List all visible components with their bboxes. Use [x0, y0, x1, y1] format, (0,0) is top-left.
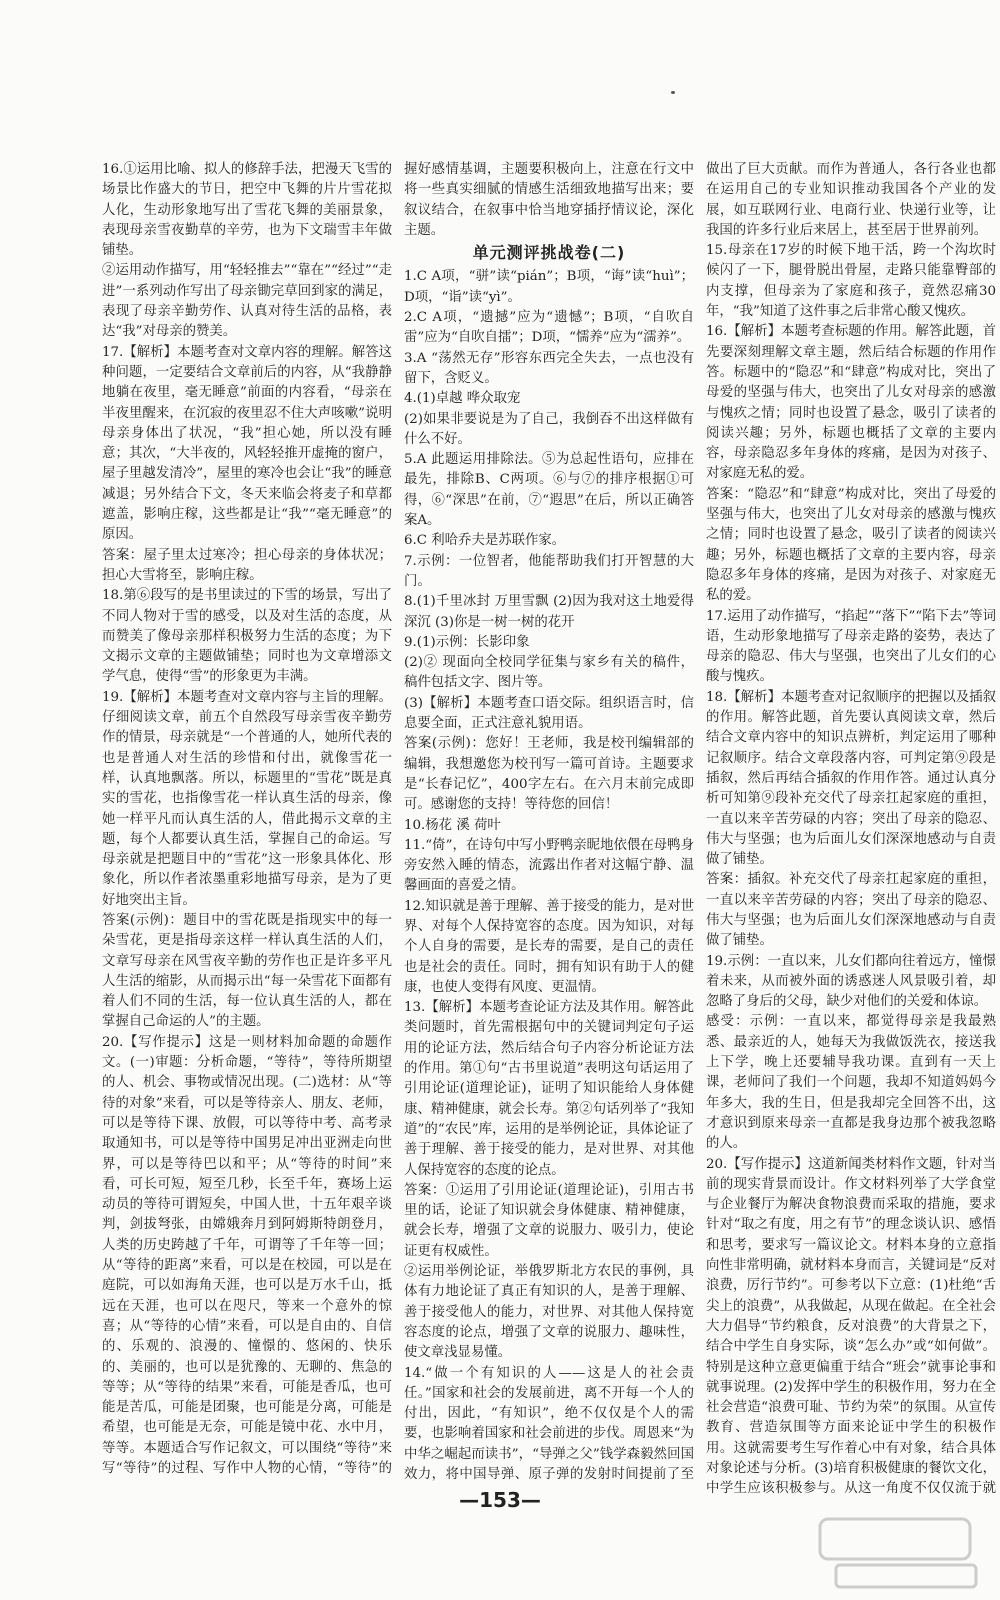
answer-column-middle — [404, 160, 694, 1485]
answer-paragraph: 答案：①运用了引用论证(道理论证)，引用古书里的话，论证了知识就会身体健康、精神健康，就会长寿，增强了文章的说服力、吸引力，使论证更有权威性。 — [404, 1182, 694, 1259]
answer-paragraph: 10.杨花 溪 荷叶 — [404, 817, 501, 833]
answer-paragraph: 18.第⑥段写的是书里读过的下雪的场景，写出了不同人物对于雪的感受，以及对生活的态度，从而赞美了像母亲那样积极努力生活的态度；为下文揭示文章的主题做铺垫；同时也为文章增添文学气息，使得“雪”的形象更为丰满。 — [102, 588, 392, 685]
answer-paragraph: 答案(示例)：题目中的雪花既是指现实中的每一朵雪花，更是指母亲这样一样认真生活的人们，文章写母亲在风雪夜辛勤的劳作也正是许多平凡人生活的缩影，从而揭示出“每一朵雪花下面都有着人们不同的生活，每一位认真生活的人，都在掌握自己命运的人”的主题。 — [102, 912, 392, 1030]
answer-paragraph: 20.【写作提示】这是一则材料加命题的命题作文。(一)审题：分析命题，“等待”，等待所期望的人、机会、事物或情况出现。(二)选材：从“等待的对象”来看，可以是等待亲人、朋友、老师，可以是等待下课、放假，可以等待中考、高考录取通知书，可以是等待中国男足冲出亚洲走向世界，可以是等待巴以和平；从“等待的时间”来看，可长可短，短至几秒，长至千年，赛场上运动员的等待可谓短矣，中国人世，十五年艰辛谈判，剑拔弩张，由嫦娥奔月到阿姆斯特朗登月，人类的历史跨越了千年，可谓等了千年等一回；从“等待的距离”来看，可以是在校园，可以是在庭院，可以如海角天涯，也可以是万水千山，抵远在天涯，也可以在咫尺，等来一个意外的惊喜；从“等待的心情”来看，可以是自由的、自信的、乐观的、浪漫的、憧憬的、悠闲的、快乐的、美丽的，也可以是犹豫的、无聊的、焦急的等等；从“等待的结果”来看，可能是香瓜，也可能是苦瓜，可能是团聚，也可能是分离，可能是希望，也可能是无奈，可能是镜中花、水中月，等等。本题适合写作记叙文，可以围绕“等待”来写“等待”的过程、写作中人物的心情，“等待”的 — [102, 1034, 392, 1476]
answer-paragraph: (3)【解析】本题考查口语交际。组织语言时，信息要全面，正式注意礼貌用语。 — [404, 695, 694, 732]
answer-paragraph: 17.【解析】本题考查对文章内容的理解。解答这种问题，一定要结合文章前后的内容，从“我静静地躺在夜里，毫无睡意”前面的内容看，“母亲在半夜里醒来，在沉寂的夜里忍不住大声咳嗽”说明母亲身体出了状况，“我”担心她，所以没有睡意；其次，“大半夜的，风轻轻推开虚掩的窗户，屋子里越发清冷”，屋里的寒冷也会让“我”的睡意减退；另外结合下文，冬天来临会将麦子和草都遮盖，影响庄稼，这些都是让“我”“毫无睡意”的原因。 — [102, 344, 392, 543]
section-title: 单元测评挑战卷(二) — [472, 243, 626, 263]
page-number: —153— — [459, 1488, 541, 1512]
answer-paragraph: 答案(示例)：您好！王老师，我是校刊编辑部的编辑，我想邀您为校刊写一篇可首诗。主题要求是“长春记忆”，400字左右。在六月末前完成即可。感谢您的支持！等待您的回信！ — [404, 736, 694, 813]
answer-paragraph: 4.(1)卓越 哗众取宠 — [404, 391, 521, 407]
answer-paragraph: 感受：示例：一直以来，都觉得母亲是我最熟悉、最亲近的人，她每天为我做饭洗衣，接送我上下学，晚上还要辅导我功课。直到有一天上课，老师问了我们一个问题，我却不知道妈妈今年多大，我的生日，但是我却完全回答不出，这才意识到原来母亲一直都是我身边那个被我忽略的人。 — [706, 1014, 996, 1152]
answer-paragraph: 7.示例：一位智者，他能帮助我们打开智慧的大门。 — [404, 553, 694, 589]
answer-paragraph: 握好感情基调，主题要积极向上，注意在行文中将一些真实细腻的情感生活细致地描写出来；要叙议结合，在叙事中恰当地穿插抒情议论，深化主题。 — [404, 162, 694, 238]
continued-text-block — [404, 160, 694, 241]
answer-paragraph: 9.(1)示例：长影印象 — [404, 634, 530, 650]
answer-column-right — [706, 160, 996, 1500]
watermark-logo-icon — [816, 1515, 986, 1595]
answer-paragraph: 16.【解析】本题考查标题的作用。解答此题，首先要深刻理解文章主题，然后结合标题的作用作答。标题中的“隐忍”和“肆意”构成对比，突出了母爱的坚强与伟大，也突出了儿女对母亲的感激与愧疚之情；同时也设置了悬念，吸引了读者的阅读兴趣；另外，标题也概括了文章的主要内容，母亲隐忍多年身体的疼痛，是因为对孩子、对家庭无私的爱。 — [706, 324, 996, 482]
answer-paragraph: 答案：屋子里太过寒冷；担心母亲的身体状况；担心大雪将至，影响庄稼。 — [102, 547, 392, 583]
answer-paragraph: ②运用举例论证，举俄罗斯北方农民的事例，具体有力地论证了真正有知识的人，是善于理解、善于接受他人的能力，对世界、对其他人保持宽容态度的论点，增强了文章的说服力、趣味性，使文章浅显易懂。 — [404, 1264, 694, 1361]
answer-paragraph: 2.C A项，“遗撼”应为“遗憾”；B项，“自吹自雷”应为“自吹自擂”；D项，“懦养”应为“濡养”。 — [404, 310, 694, 346]
answer-paragraph: 19.示例：一直以来，儿女们都向往着远方，憧憬着未来，从而被外面的诱惑迷人风景吸引着，却忽略了身后的父母，缺少对他们的关爱和体谅。 — [706, 953, 996, 1010]
answer-paragraph: (2)如果非要说是为了自己，我倒吞不出这样做有什么不好。 — [404, 411, 694, 447]
answer-paragraph: 8.(1)千里冰封 万里雪飘 (2)因为我对这土地爱得深沉 (3)你是一树一树的花开 — [404, 594, 694, 630]
answer-column-left — [102, 160, 392, 1480]
answer-paragraph: 16.①运用比喻、拟人的修辞手法，把漫天飞雪的场景比作盛大的节日，把空中飞舞的片片雪花拟人化，生动形象地写出了雪花飞舞的美丽景象，表现母亲雪夜勤草的辛劳，也为下文瑞雪丰年做铺垫。 — [102, 162, 392, 259]
answer-paragraph: 13.【解析】本题考查论证方法及其作用。解答此类问题时，首先需根据句中的关键词判定句子运用的论证方法，然后结合句子内容分析论证方法的作用。第①句“古书里说道”表明这句话运用了引用论证(道理论证)，证明了知识能给人身体健康、精神健康，就会长寿。第②句话列举了“我知道”的“农民”库，运用的是举例论证，具体论证了善于理解、善于接受的能力，是对世界、对其他人保持宽容的态度的论点。 — [404, 1000, 694, 1178]
answer-paragraph: (2)② 现面向全校同学征集与家乡有关的稿件，稿件包括文字、图片等。 — [404, 655, 694, 691]
answer-paragraph: ②运用动作描写，用“轻轻推去”“靠在”“经过”“走进”一系列动作写出了母亲锄完草回到家的满足，表现了母亲辛勤劳作、认真对待生活的品格，表达“我”对母亲的赞美。 — [102, 263, 392, 340]
answer-paragraph: 12.知识就是善于理解、善于接受的能力，是对世界、对每个人保持宽容的态度。因为知识，对每个人自身的需要，是长寿的需要，是自己的责任也是社会的责任。同时，拥有知识有助于人的健康，也使人变得有风度、更温情。 — [404, 898, 694, 995]
scan-speck — [671, 91, 675, 94]
answer-paragraph: 14.“做一个有知识的人——这是人的社会责任。”国家和社会的发展前进，离不开每一个人的付出，因此，“有知识”，绝不仅仅是个人的需要，也影响着国家和社会前进的步伐。周恩来“为中华之崛起而读书”，“导弹之父”钱学森毅然回国效力，将中国导弹、原子弹的发射时间提前了至 — [404, 1365, 694, 1482]
answer-paragraph: 20.【写作提示】这道新闻类材料作文题，针对当前的现实背景而设计。作文材料列举了大学食堂与企业餐厅为解决食物浪费而采取的措施，要求针对“取之有度，用之有节”的理念谈认识、感悟和思考，要求写一篇议论文。材料本身的立意指向性非常明确，就材料本身而言，关键词是“反对浪费，厉行节约”。可参考以下立意：(1)杜绝“舌尖上的浪费”，从我做起，从现在做起。在全社会大力倡导“节约粮食，反对浪费”的大背景之下，结合中学生自身实际，谈“怎么办”或“如何做”。特别是这种立意更偏重于结合“班会”就事论事和就事说理。(2)发挥中学生的积极作用，努力在全社会营造“浪费可耻、节约为荣”的氛围。从宣传教育、营造氛围等方面来论证中学生的积极作用。这就需要考生写作着心中有对象，结合具体对象论述与分析。(3)培育积极健康的餐饮文化，中学生应该积极参与。从这一角度不仅仅流于就 — [706, 1156, 996, 1497]
answer-paragraph: 19.【解析】本题考查对文章内容与主旨的理解。仔细阅读文章，前五个自然段写母亲雪夜辛勤劳作的情景，母亲就是“一个普通的人，她所代表的也是普通人对生活的珍惜和付出，就像雪花一样，认真地飘落。所以，标题里的“雪花”既是真实的雪花，也指像雪花一样认真生活的母亲，像她一样平凡而认真生活的人，借此揭示文章的主题，每个人都要认真生活，掌握自己的命运。写母亲就是把题目中的“雪花”这一形象具体化、形象化，所以作者浓墨重彩地描写母亲，是为了更好地突出主旨。 — [102, 689, 392, 908]
answer-paragraph: 15.母亲在17岁的时候下地干活，跨一个沟坎时候闪了一下，腿骨脱出骨屋，走路只能靠臀部的内支撑，但母亲为了家庭和孩子，竟然忍痛30年，“我”知道了这件事之后非常心酸又愧疚。 — [706, 243, 996, 320]
answer-paragraph: 17.运用了动作描写，“掐起”“落下”“陷下去”等词语，生动形象地描写了母亲走路的姿势，表达了母亲的隐忍、伟大与坚强，也突出了儿女们的心酸与愧疚。 — [706, 608, 996, 685]
answer-paragraph: 6.C 利哈乔夫是苏联作家。 — [404, 533, 566, 549]
answer-paragraph: 11.“倚”，在诗句中写小野鸭亲昵地依偎在母鸭身旁安然入睡的情态，流露出作者对这幅宁静、温馨画面的喜爱之情。 — [404, 837, 694, 894]
answer-paragraph: 答案：“隐忍”和“肆意”构成对比，突出了母爱的坚强与伟大，也突出了儿女对母亲的感激与愧疚之情；同时也设置了悬念，吸引了读者的阅读兴趣；另外，标题也概括了文章的主要内容，母亲隐忍多年身体的疼痛，是因为对孩子、对家庭无私的爱。 — [706, 486, 996, 604]
answer-paragraph: 18.【解析】本题考查对记叙顺序的把握以及插叙的作用。解答此题，首先要认真阅读文章，然后结合文章内容中的知识点辨析，判定运用了哪种记叙顺序。结合文章段落内容，可判定第⑨段是插叙，然后再结合插叙的作用作答。通过认真分析可知第⑨段补充交代了母亲扛起家庭的重担，一直以来辛苦劳碌的内容；突出了母亲的隐忍、伟大与坚强；也为后面儿女们深深地感动与自责做了铺垫。 — [706, 689, 996, 868]
answer-paragraph: 答案：插叙。补充交代了母亲扛起家庭的重担，一直以来辛苦劳碌的内容；突出了母亲的隐忍、伟大与坚强；也为后面儿女们深深地感动与自责做了铺垫。 — [706, 872, 996, 949]
answer-paragraph: 3.A “荡然无存”形容东西完全失去，一点也没有留下，含贬义。 — [404, 350, 694, 386]
answer-paragraph: 做出了巨大贡献。而作为普通人，各行各业也都在运用自己的专业知识推动我国各个产业的发展，如互联网行业、电商行业、快递行业等，让我国的许多行业后来居上，甚至居于世界前列。 — [706, 162, 996, 238]
section-answers — [404, 267, 694, 1485]
answer-paragraph: 1.C A项，“骈”读“pián”；B项，“诲”读“huì”；D项，“诣”读“yì”。 — [404, 269, 694, 305]
answer-paragraph: 5.A 此题运用排除法。⑤为总起性语句，应排在最先，排除B、C两项。⑥与⑦的排序根据①可得，⑥“深思”在前，⑦“遐思”在后，所以正确答案A。 — [404, 452, 694, 529]
